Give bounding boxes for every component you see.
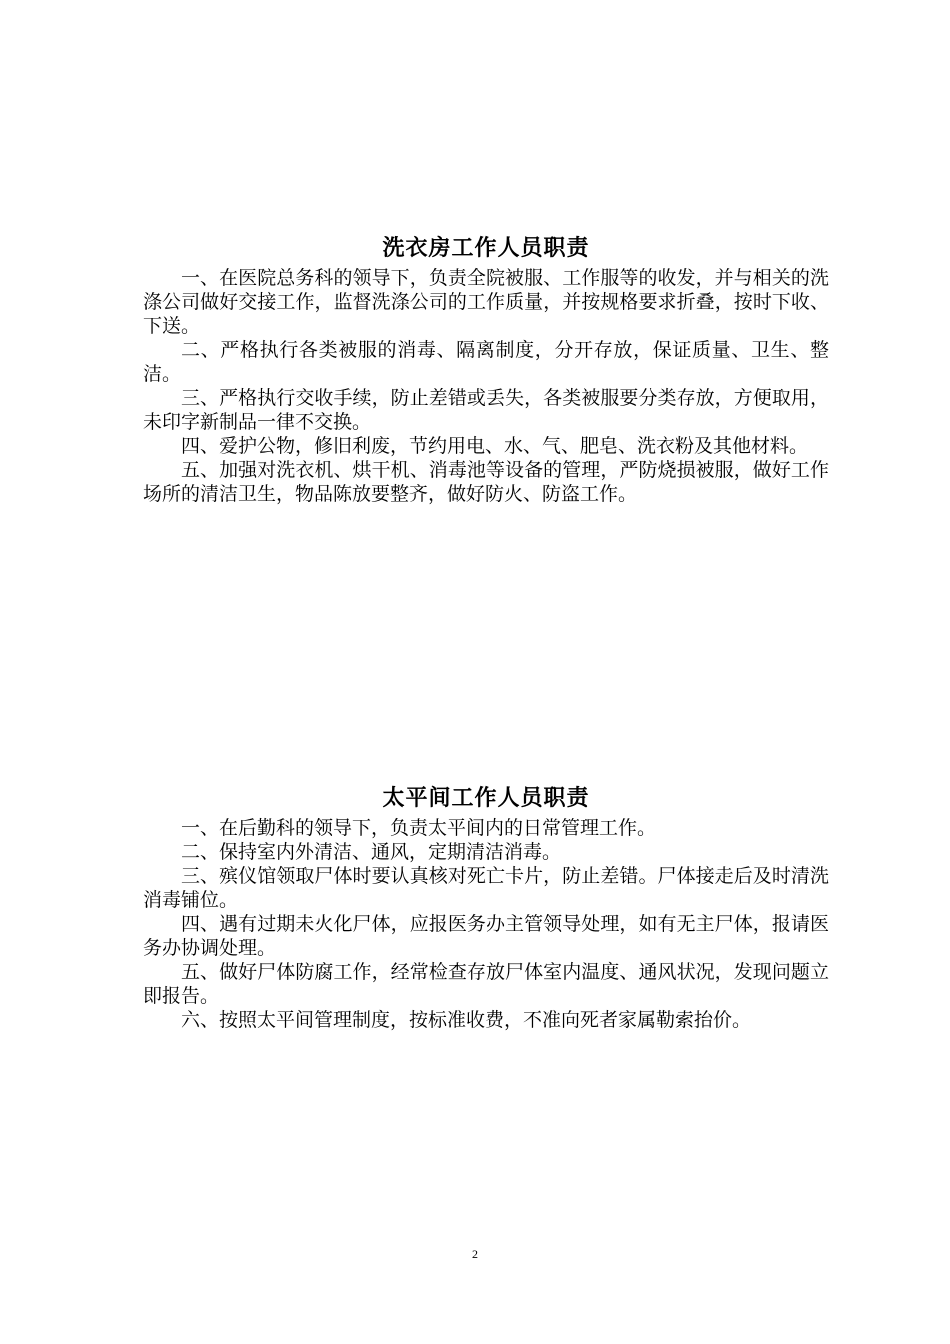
mortuary-duty-item: 六、按照太平间管理制度，按标准收费，不准向死者家属勒索抬价。	[181, 1009, 752, 1031]
mortuary-duties-section	[143, 782, 829, 1032]
mortuary-duty-item: 一、在后勤科的领导下，负责太平间内的日常管理工作。	[181, 817, 657, 839]
laundry-duties-section	[143, 232, 829, 506]
page-number: 2	[472, 1247, 478, 1261]
mortuary-duties-title: 太平间工作人员职责	[382, 785, 590, 811]
laundry-duty-item: 二、严格执行各类被服的消毒、隔离制度，分开存放，保证质量、卫生、整洁。	[143, 339, 829, 385]
laundry-duty-item: 五、加强对洗衣机、烘干机、消毒池等设备的管理，严防烧损被服，做好工作场所的清洁卫生，物品陈放要整齐，做好防火、防盗工作。	[143, 459, 829, 505]
mortuary-duty-item: 五、做好尸体防腐工作，经常检查存放尸体室内温度、通风状况，发现问题立即报告。	[143, 961, 829, 1007]
laundry-duty-item: 一、在医院总务科的领导下，负责全院被服、工作服等的收发，并与相关的洗涤公司做好交接工作，监督洗涤公司的工作质量，并按规格要求折叠，按时下收、下送。	[143, 267, 829, 337]
laundry-duty-item: 四、爱护公物，修旧利废，节约用电、水、气、肥皂、洗衣粉及其他材料。	[181, 435, 809, 457]
mortuary-duty-item: 三、殡仪馆领取尸体时要认真核对死亡卡片，防止差错。尸体接走后及时清洗消毒铺位。	[143, 865, 829, 911]
mortuary-duty-item: 四、遇有过期未火化尸体，应报医务办主管领导处理，如有无主尸体，报请医务办协调处理。	[143, 913, 829, 959]
mortuary-duty-item: 二、保持室内外清洁、通风，定期清洁消毒。	[181, 841, 562, 863]
laundry-duties-title: 洗衣房工作人员职责	[382, 235, 590, 261]
laundry-duty-item: 三、严格执行交收手续，防止差错或丢失，各类被服要分类存放，方便取用，未印字新制品一律不交换。	[143, 387, 829, 433]
